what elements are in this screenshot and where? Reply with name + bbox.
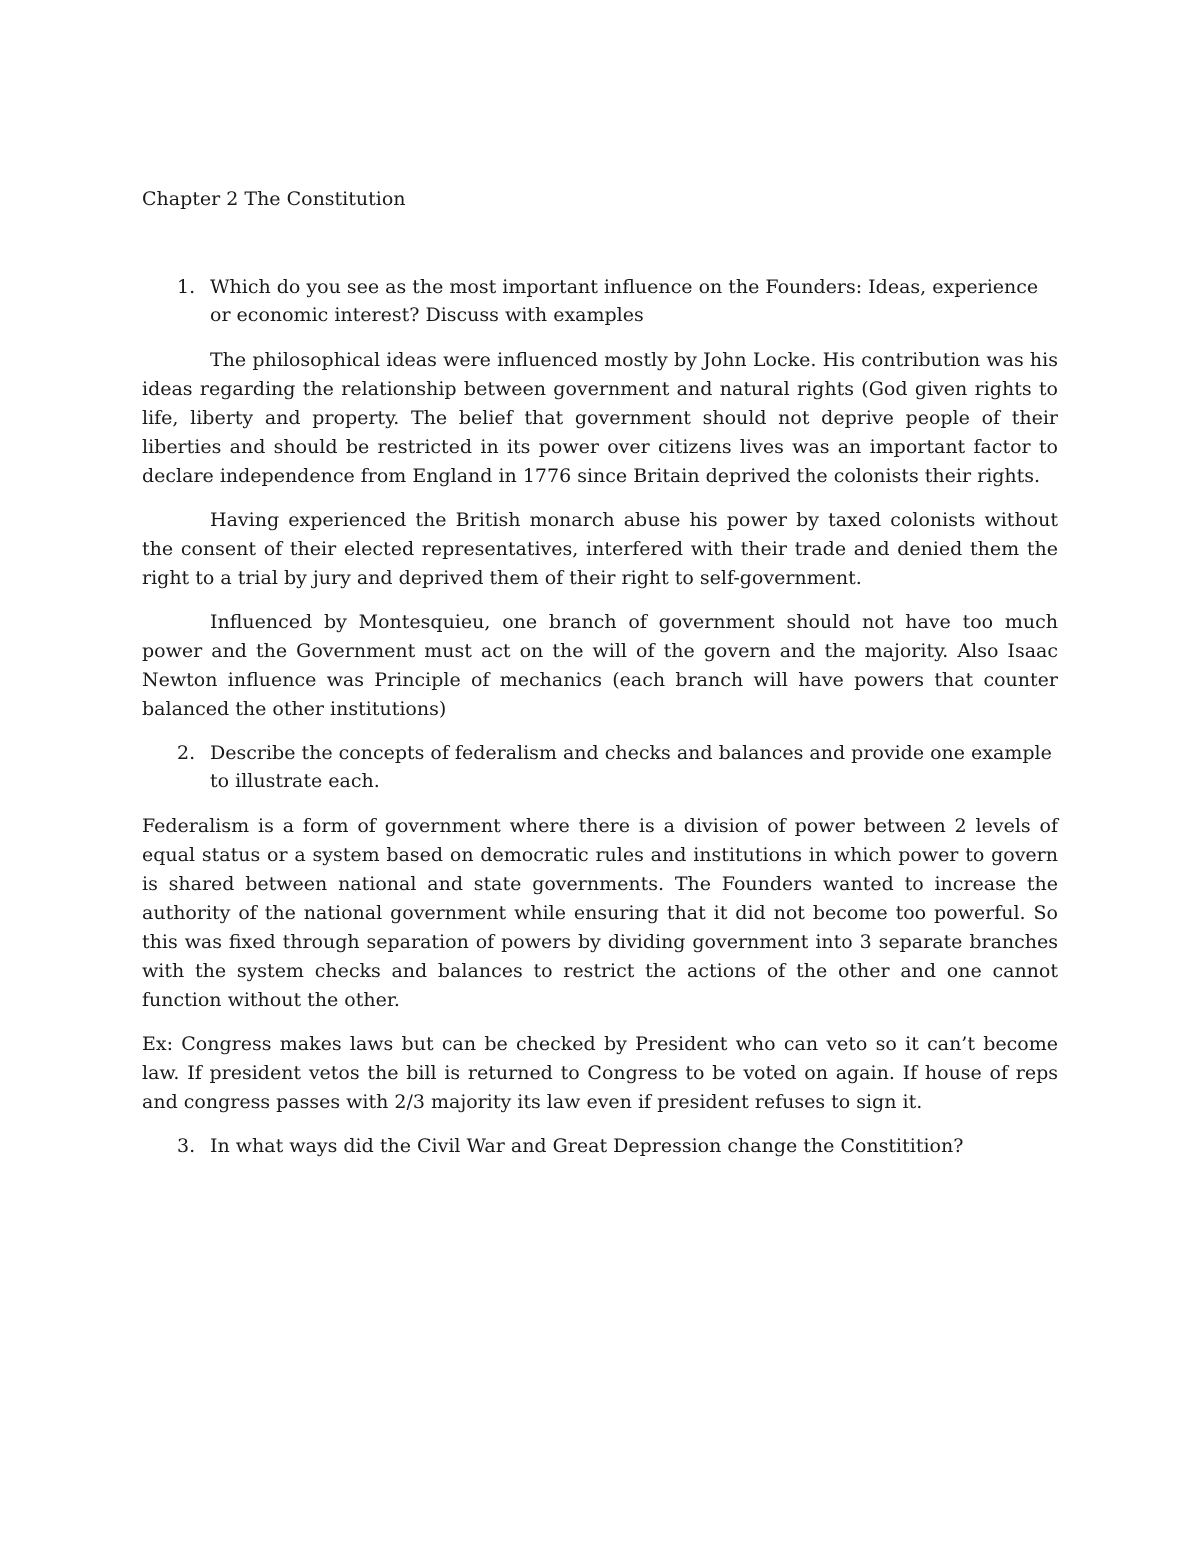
question-number: 3. bbox=[177, 1135, 196, 1157]
answer-paragraph: Federalism is a form of government where there is a division of power between 2 levels of equal status or a system based on democratic rules and institutions in which power to govern is shared between national and state governments. The Founders wanted to increase the authority of the national government while ensuring that it did not become too powerful. So this was fixed through separation of powers by dividing government into 3 separate branches with the system checks and balances to restrict the actions of the other and one cannot function without the other. bbox=[142, 815, 1058, 1011]
document-title: Chapter 2 The Constitution bbox=[142, 188, 406, 210]
answer-paragraph: Ex: Congress makes laws but can be checked by President who can veto so it can’t become law. If president vetos the bill is returned to Congress to be voted on again. If house of reps and congress passes with 2/3 majority its law even if president refuses to sign it. bbox=[142, 1033, 1058, 1113]
document-page bbox=[142, 184, 1058, 1177]
question-text: Describe the concepts of federalism and checks and balances and provide one example to illustrate each. bbox=[210, 742, 1052, 792]
question-number: 1. bbox=[177, 276, 196, 298]
question-3 bbox=[142, 1132, 1058, 1160]
question-number: 2. bbox=[177, 742, 196, 764]
answer-paragraph: Influenced by Montesquieu, one branch of government should not have too much power and the Government must act on the will of the govern and the majority. Also Isaac Newton influence was Principle of mechanics (each branch will have powers that counter balanced the other institutions) bbox=[142, 611, 1058, 720]
answer-paragraph: The philosophical ideas were influenced mostly by John Locke. His contribution was his ideas regarding the relationship between government and natural rights (God given rights to life, liberty and property. The belief that government should not deprive people of their liberties and should be restricted in its power over citizens lives was an important factor to declare independence from England in 1776 since Britain deprived the colonists their rights. bbox=[142, 349, 1058, 487]
question-1 bbox=[142, 273, 1058, 329]
question-2 bbox=[142, 739, 1058, 795]
question-text: In what ways did the Civil War and Great Depression change the Constitition? bbox=[210, 1135, 964, 1157]
question-text: Which do you see as the most important influence on the Founders: Ideas, experience or economic interest? Discuss with examples bbox=[210, 276, 1039, 326]
answer-paragraph: Having experienced the British monarch abuse his power by taxed colonists without the consent of their elected representatives, interfered with their trade and denied them the right to a trial by jury and deprived them of their right to self-government. bbox=[142, 509, 1058, 589]
